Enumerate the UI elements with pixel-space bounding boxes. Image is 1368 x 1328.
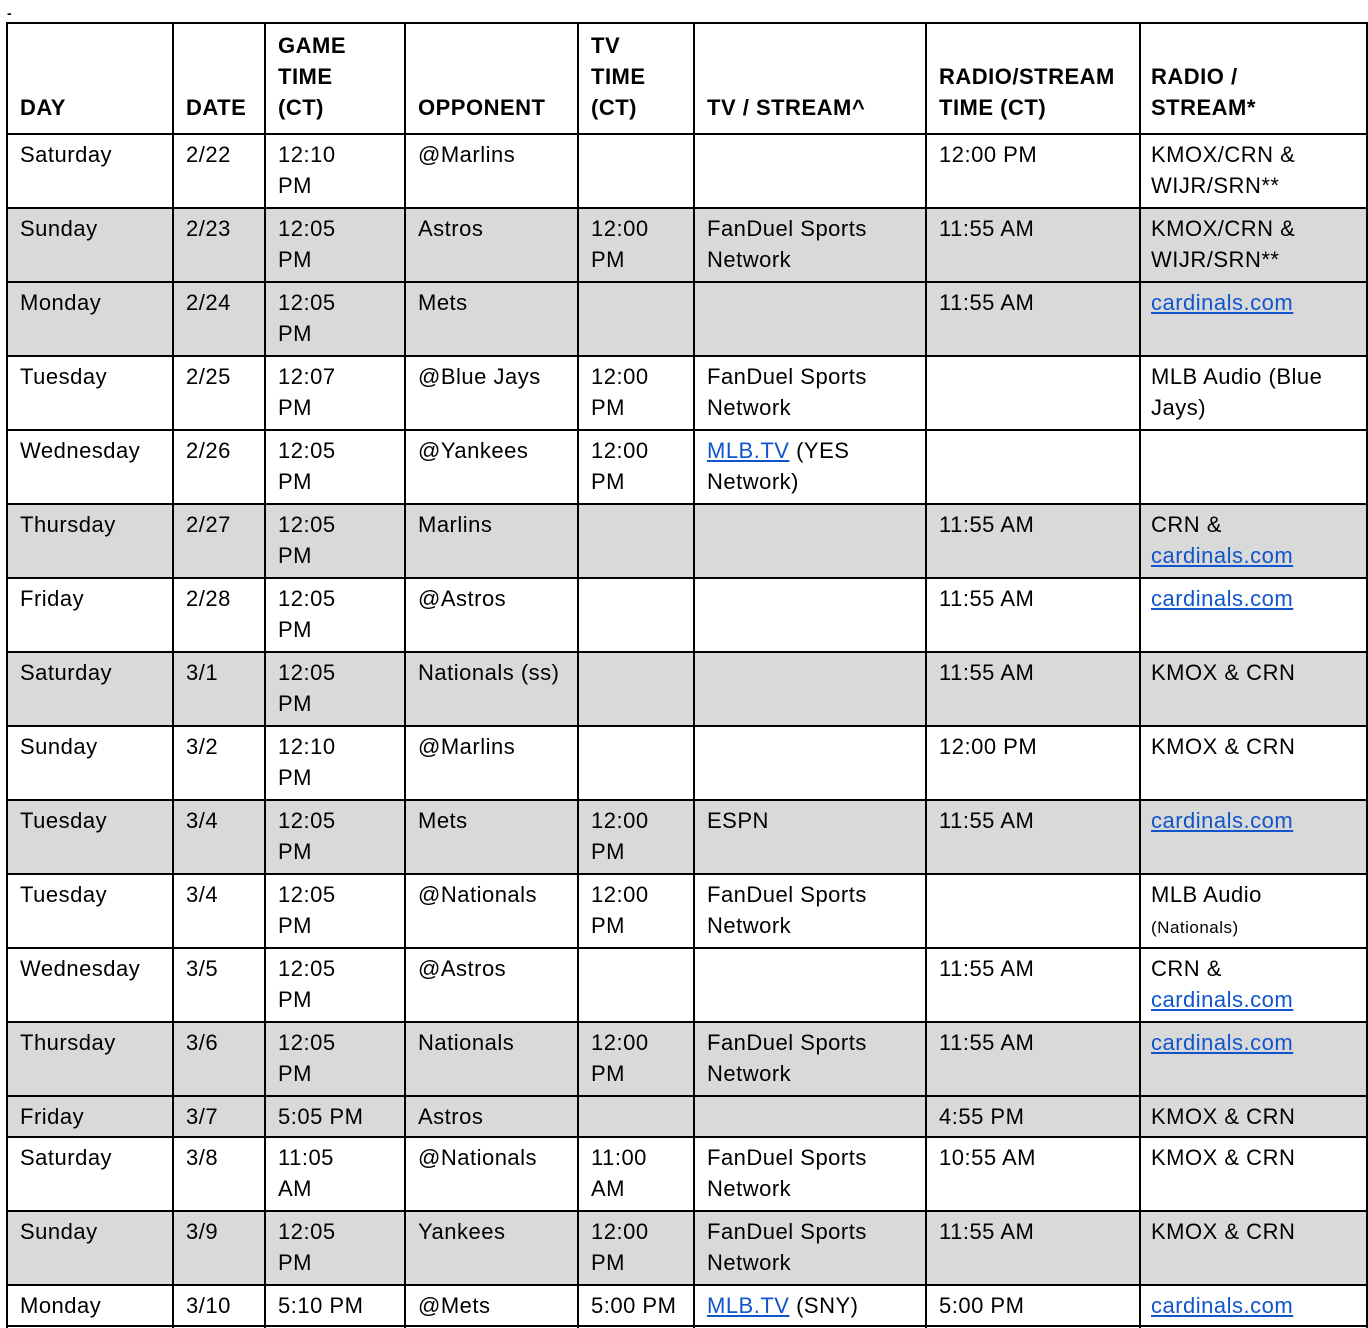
cell-text: (Nationals) bbox=[1151, 918, 1239, 937]
cell-day: Thursday bbox=[7, 504, 173, 578]
cardinals-link[interactable]: cardinals.com bbox=[1151, 1293, 1294, 1318]
cell-date: 2/23 bbox=[173, 208, 265, 282]
table-body bbox=[7, 134, 1367, 1328]
cell-day: Monday bbox=[7, 1285, 173, 1326]
cell-day: Sunday bbox=[7, 208, 173, 282]
cell-game-time: 12:07 PM bbox=[265, 356, 405, 430]
cell-tv-time: 12:00 PM bbox=[578, 208, 694, 282]
cell-radio-time: 11:55 AM bbox=[926, 208, 1140, 282]
cell-tv-stream bbox=[694, 504, 926, 578]
cell-game-time: 12:05 PM bbox=[265, 208, 405, 282]
cell-game-time: 12:10 PM bbox=[265, 134, 405, 208]
cell-tv-time: 11:00 AM bbox=[578, 1137, 694, 1211]
cell-text: FanDuel Sports Network bbox=[707, 882, 867, 938]
cell-text: KMOX/CRN & WIJR/SRN** bbox=[1151, 216, 1296, 272]
cell-text: FanDuel Sports Network bbox=[707, 216, 867, 272]
cell-date: 2/24 bbox=[173, 282, 265, 356]
cell-date: 2/28 bbox=[173, 578, 265, 652]
cell-text: KMOX & CRN bbox=[1151, 734, 1296, 759]
cell-day: Friday bbox=[7, 578, 173, 652]
cell-opponent: @Mets bbox=[405, 1285, 578, 1326]
cell-radio-stream bbox=[1140, 1137, 1367, 1211]
cell-date: 2/25 bbox=[173, 356, 265, 430]
game-row bbox=[7, 578, 1367, 652]
cell-game-time: 12:05 PM bbox=[265, 1211, 405, 1285]
cell-radio-stream bbox=[1140, 874, 1367, 948]
cardinals-link[interactable]: cardinals.com bbox=[1151, 987, 1294, 1012]
cell-opponent: @Astros bbox=[405, 578, 578, 652]
cell-text: FanDuel Sports Network bbox=[707, 1219, 867, 1275]
game-row bbox=[7, 504, 1367, 578]
page-dash: - bbox=[7, 5, 12, 21]
cell-text: FanDuel Sports Network bbox=[707, 364, 867, 420]
cardinals-link[interactable]: cardinals.com bbox=[1151, 586, 1294, 611]
cell-opponent: Marlins bbox=[405, 504, 578, 578]
cell-day: Monday bbox=[7, 282, 173, 356]
cell-opponent: @Marlins bbox=[405, 134, 578, 208]
cell-text: KMOX/CRN & WIJR/SRN** bbox=[1151, 142, 1296, 198]
cardinals-link[interactable]: cardinals.com bbox=[1151, 808, 1294, 833]
cell-text: CRN & bbox=[1151, 512, 1222, 537]
cell-tv-time: 5:00 PM bbox=[578, 1285, 694, 1326]
cell-radio-stream bbox=[1140, 134, 1367, 208]
cell-radio-stream bbox=[1140, 282, 1367, 356]
game-row bbox=[7, 208, 1367, 282]
cell-game-time: 12:10 PM bbox=[265, 726, 405, 800]
cell-opponent: @Nationals bbox=[405, 1137, 578, 1211]
cell-text: MLB Audio (Blue Jays) bbox=[1151, 364, 1323, 420]
game-row bbox=[7, 1022, 1367, 1096]
cell-tv-stream bbox=[694, 208, 926, 282]
cell-tv-stream bbox=[694, 430, 926, 504]
cell-opponent: @Nationals bbox=[405, 874, 578, 948]
cell-tv-stream bbox=[694, 356, 926, 430]
column-header-day: DAY bbox=[7, 23, 173, 134]
cell-day: Friday bbox=[7, 1096, 173, 1137]
cell-game-time: 5:05 PM bbox=[265, 1096, 405, 1137]
cell-radio-stream bbox=[1140, 800, 1367, 874]
mlbtv-link[interactable]: MLB.TV bbox=[707, 438, 790, 463]
cell-radio-time: 11:55 AM bbox=[926, 578, 1140, 652]
game-row bbox=[7, 282, 1367, 356]
cell-day: Sunday bbox=[7, 726, 173, 800]
game-row bbox=[7, 134, 1367, 208]
cell-tv-time bbox=[578, 134, 694, 208]
cell-tv-time: 12:00 PM bbox=[578, 356, 694, 430]
mlbtv-link[interactable]: MLB.TV bbox=[707, 1293, 790, 1318]
cell-text: KMOX & CRN bbox=[1151, 660, 1296, 685]
cell-text: FanDuel Sports Network bbox=[707, 1030, 867, 1086]
cell-text: CRN & bbox=[1151, 956, 1222, 981]
cell-text: KMOX & CRN bbox=[1151, 1219, 1296, 1244]
cell-text: FanDuel Sports Network bbox=[707, 1145, 867, 1201]
cell-radio-time bbox=[926, 430, 1140, 504]
cell-radio-stream bbox=[1140, 1211, 1367, 1285]
cell-game-time: 12:05 PM bbox=[265, 504, 405, 578]
cell-radio-stream bbox=[1140, 356, 1367, 430]
cardinals-link[interactable]: cardinals.com bbox=[1151, 543, 1294, 568]
cell-radio-stream bbox=[1140, 652, 1367, 726]
cardinals-link[interactable]: cardinals.com bbox=[1151, 1030, 1294, 1055]
cell-radio-stream bbox=[1140, 504, 1367, 578]
cell-radio-time: 12:00 PM bbox=[926, 134, 1140, 208]
cell-day: Saturday bbox=[7, 1137, 173, 1211]
cell-day: Wednesday bbox=[7, 948, 173, 1022]
cell-date: 3/9 bbox=[173, 1211, 265, 1285]
cell-opponent: @Astros bbox=[405, 948, 578, 1022]
cell-tv-stream bbox=[694, 726, 926, 800]
cell-date: 2/26 bbox=[173, 430, 265, 504]
cell-game-time: 12:05 PM bbox=[265, 874, 405, 948]
column-header-radio-stream: RADIO / STREAM* bbox=[1140, 23, 1367, 134]
cell-tv-stream bbox=[694, 1137, 926, 1211]
cell-radio-stream bbox=[1140, 948, 1367, 1022]
game-row bbox=[7, 874, 1367, 948]
cell-day: Tuesday bbox=[7, 800, 173, 874]
cell-tv-time: 12:00 PM bbox=[578, 874, 694, 948]
cell-game-time: 12:05 PM bbox=[265, 800, 405, 874]
game-row bbox=[7, 652, 1367, 726]
cell-game-time: 12:05 PM bbox=[265, 948, 405, 1022]
game-row bbox=[7, 1096, 1367, 1137]
cell-tv-stream bbox=[694, 800, 926, 874]
cell-game-time: 12:05 PM bbox=[265, 1022, 405, 1096]
game-row bbox=[7, 1211, 1367, 1285]
cell-radio-stream bbox=[1140, 1022, 1367, 1096]
cell-date: 3/5 bbox=[173, 948, 265, 1022]
cell-radio-stream bbox=[1140, 208, 1367, 282]
cell-tv-time: 12:00 PM bbox=[578, 1211, 694, 1285]
cell-day: Saturday bbox=[7, 652, 173, 726]
cell-day: Thursday bbox=[7, 1022, 173, 1096]
cell-radio-time: 5:00 PM bbox=[926, 1285, 1140, 1326]
cell-radio-stream bbox=[1140, 430, 1367, 504]
game-row bbox=[7, 356, 1367, 430]
cell-text: KMOX & CRN bbox=[1151, 1145, 1296, 1170]
cell-opponent: Mets bbox=[405, 800, 578, 874]
column-header-opponent: OPPONENT bbox=[405, 23, 578, 134]
cell-tv-time bbox=[578, 1096, 694, 1137]
cell-radio-time: 11:55 AM bbox=[926, 948, 1140, 1022]
cell-game-time: 11:05 AM bbox=[265, 1137, 405, 1211]
table-header bbox=[7, 23, 1367, 134]
cell-text: KMOX & CRN bbox=[1151, 1104, 1296, 1129]
cell-date: 3/6 bbox=[173, 1022, 265, 1096]
cell-opponent: Astros bbox=[405, 208, 578, 282]
cell-tv-time bbox=[578, 652, 694, 726]
cell-tv-stream bbox=[694, 1096, 926, 1137]
column-header-date: DATE bbox=[173, 23, 265, 134]
cell-tv-stream bbox=[694, 948, 926, 1022]
cell-tv-time: 12:00 PM bbox=[578, 430, 694, 504]
cell-game-time: 12:05 PM bbox=[265, 430, 405, 504]
cell-date: 3/4 bbox=[173, 874, 265, 948]
cell-radio-stream bbox=[1140, 1285, 1367, 1326]
spring-schedule-table bbox=[6, 22, 1368, 1328]
game-row bbox=[7, 726, 1367, 800]
cell-day: Sunday bbox=[7, 1211, 173, 1285]
game-row bbox=[7, 948, 1367, 1022]
game-row bbox=[7, 800, 1367, 874]
cell-tv-time bbox=[578, 726, 694, 800]
column-header-tv-stream: TV / STREAM^ bbox=[694, 23, 926, 134]
cell-radio-stream bbox=[1140, 578, 1367, 652]
cell-opponent: Mets bbox=[405, 282, 578, 356]
cell-game-time: 12:05 PM bbox=[265, 578, 405, 652]
cell-date: 3/2 bbox=[173, 726, 265, 800]
cell-game-time: 12:05 PM bbox=[265, 282, 405, 356]
cell-radio-time: 11:55 AM bbox=[926, 652, 1140, 726]
cell-tv-stream bbox=[694, 1022, 926, 1096]
column-header-game-time: GAME TIME (CT) bbox=[265, 23, 405, 134]
cell-opponent: Astros bbox=[405, 1096, 578, 1137]
cell-radio-time bbox=[926, 874, 1140, 948]
cell-game-time: 12:05 PM bbox=[265, 652, 405, 726]
cell-radio-stream bbox=[1140, 726, 1367, 800]
cell-date: 2/22 bbox=[173, 134, 265, 208]
cell-text: MLB Audio bbox=[1151, 882, 1262, 907]
cell-opponent: Yankees bbox=[405, 1211, 578, 1285]
cell-tv-stream bbox=[694, 134, 926, 208]
cell-opponent: Nationals (ss) bbox=[405, 652, 578, 726]
cell-radio-time: 4:55 PM bbox=[926, 1096, 1140, 1137]
cell-radio-time: 12:00 PM bbox=[926, 726, 1140, 800]
cell-text: (YES Network) bbox=[707, 438, 850, 494]
column-header-tv-time: TV TIME (CT) bbox=[578, 23, 694, 134]
cell-tv-stream bbox=[694, 578, 926, 652]
cell-tv-time bbox=[578, 282, 694, 356]
cell-text: (SNY) bbox=[789, 1293, 859, 1318]
column-header-radio-time: RADIO/STREAM TIME (CT) bbox=[926, 23, 1140, 134]
cell-text: ESPN bbox=[707, 808, 769, 833]
cell-opponent: @Blue Jays bbox=[405, 356, 578, 430]
cell-day: Wednesday bbox=[7, 430, 173, 504]
cell-radio-time: 11:55 AM bbox=[926, 800, 1140, 874]
cell-day: Saturday bbox=[7, 134, 173, 208]
cell-radio-time: 10:55 AM bbox=[926, 1137, 1140, 1211]
cell-tv-stream bbox=[694, 1285, 926, 1326]
cell-radio-time: 11:55 AM bbox=[926, 1022, 1140, 1096]
game-row bbox=[7, 430, 1367, 504]
cell-date: 2/27 bbox=[173, 504, 265, 578]
game-row bbox=[7, 1137, 1367, 1211]
cell-tv-stream bbox=[694, 652, 926, 726]
cell-tv-time: 12:00 PM bbox=[578, 1022, 694, 1096]
cell-date: 3/1 bbox=[173, 652, 265, 726]
cell-day: Tuesday bbox=[7, 874, 173, 948]
cell-opponent: @Yankees bbox=[405, 430, 578, 504]
cell-radio-time: 11:55 AM bbox=[926, 1211, 1140, 1285]
cell-date: 3/8 bbox=[173, 1137, 265, 1211]
cell-tv-stream bbox=[694, 1211, 926, 1285]
cell-opponent: @Marlins bbox=[405, 726, 578, 800]
cell-radio-time: 11:55 AM bbox=[926, 282, 1140, 356]
game-row bbox=[7, 1285, 1367, 1326]
cell-tv-time bbox=[578, 504, 694, 578]
cell-tv-stream bbox=[694, 874, 926, 948]
cell-opponent: Nationals bbox=[405, 1022, 578, 1096]
cell-date: 3/10 bbox=[173, 1285, 265, 1326]
cell-tv-time bbox=[578, 578, 694, 652]
cell-date: 3/7 bbox=[173, 1096, 265, 1137]
cardinals-link[interactable]: cardinals.com bbox=[1151, 290, 1294, 315]
header-row bbox=[7, 23, 1367, 134]
cell-date: 3/4 bbox=[173, 800, 265, 874]
cell-radio-time: 11:55 AM bbox=[926, 504, 1140, 578]
cell-tv-time bbox=[578, 948, 694, 1022]
cell-game-time: 5:10 PM bbox=[265, 1285, 405, 1326]
cell-day: Tuesday bbox=[7, 356, 173, 430]
cell-tv-time: 12:00 PM bbox=[578, 800, 694, 874]
cell-radio-time bbox=[926, 356, 1140, 430]
cell-tv-stream bbox=[694, 282, 926, 356]
cell-radio-stream bbox=[1140, 1096, 1367, 1137]
